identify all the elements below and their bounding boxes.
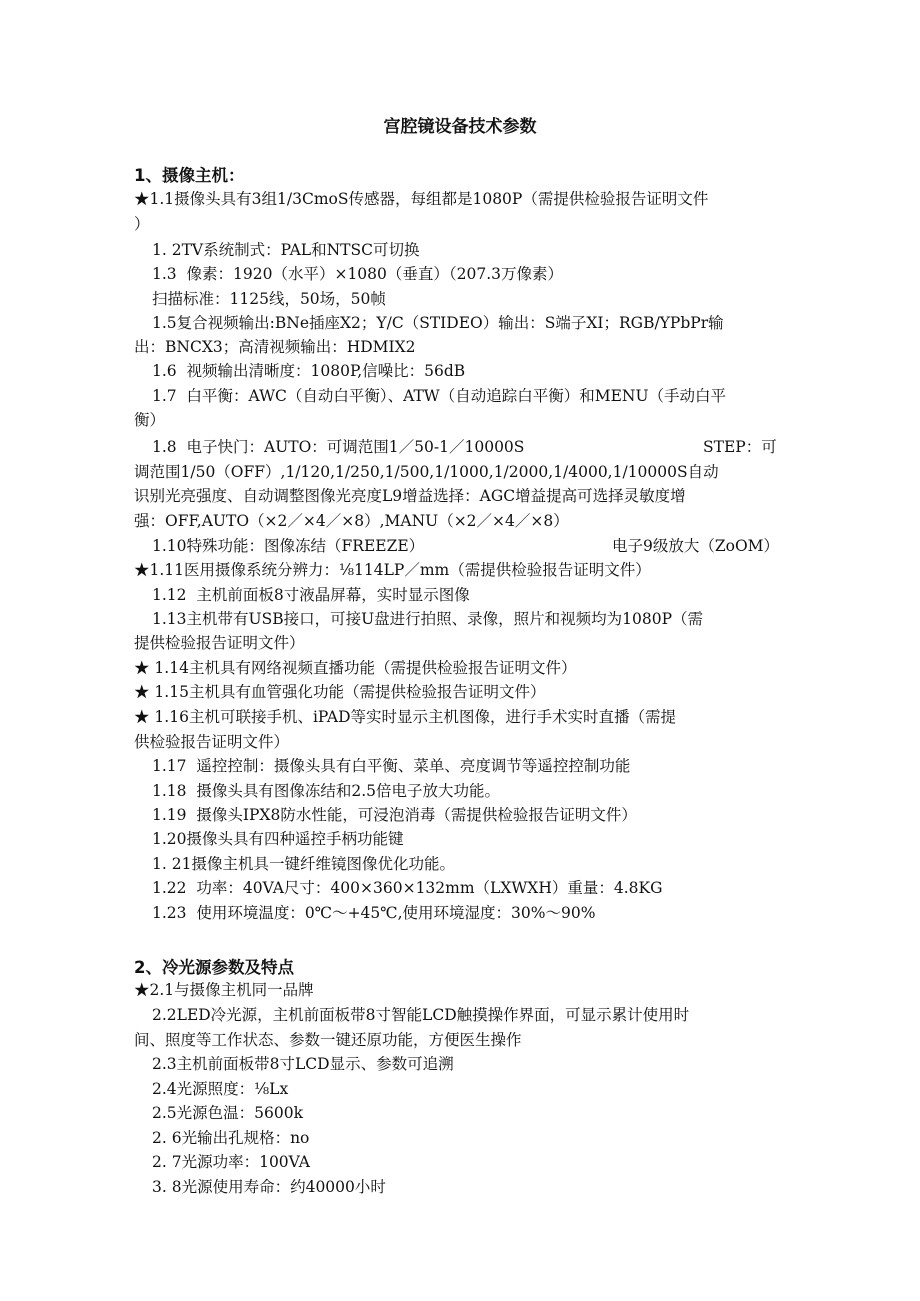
text-line: 间、照度等工作状态、参数一键还原功能，方便医生操作 — [134, 1031, 522, 1049]
text-line: 1.3 像素：1920（水平）×1080（垂直）（207.3万像素） — [152, 265, 564, 283]
text-line: 2.5光源色温：5600k — [152, 1104, 303, 1122]
text-line: 1.13主机带有USB接口，可接U盘进行拍照、录像，照片和视频均为1080P（需 — [152, 610, 704, 628]
text-line: 2.2LED冷光源，主机前面板带8寸智能LCD触摸操作界面，可显示累计使用时 — [152, 1006, 690, 1024]
text-line: ） — [134, 215, 150, 233]
text-line: 1.23 使用环境温度：0℃～+45℃,使用环境湿度：30%～90% — [152, 904, 596, 922]
text-line: 1.22 功率：40VA尺寸：400×360×132mm（LXWXH）重量：4.8KG — [152, 879, 663, 897]
text-line: 3. 8光源使用寿命：约40000小时 — [152, 1178, 386, 1196]
text-line: 2.4光源照度：⅛Lx — [152, 1080, 289, 1098]
text-line: ★2.1与摄像主机同一品牌 — [134, 981, 314, 999]
text-line: 1.17 遥控控制：摄像头具有白平衡、菜单、亮度调节等遥控控制功能 — [152, 757, 631, 775]
text-line: ★ 1.15主机具有血管强化功能（需提供检验报告证明文件） — [134, 683, 546, 701]
text-line: STEP：可 — [703, 438, 777, 456]
text-line: 电子9级放大（ZoOM） — [612, 537, 780, 555]
text-line: 1.12 主机前面板8寸液晶屏幕，实时显示图像 — [152, 586, 470, 604]
text-line: 供检验报告证明文件） — [134, 733, 290, 751]
text-line: 1.8 电子快门：AUTO：可调范围1／50-1／10000S — [152, 438, 525, 456]
section-heading-2: 2、冷光源参数及特点 — [134, 958, 294, 977]
text-line: 扫描标准：1125线，50场，50帧 — [152, 290, 386, 308]
text-line: 2.3主机前面板带8寸LCD显示、参数可追溯 — [152, 1055, 454, 1073]
text-line: 2. 6光输出孔规格：no — [152, 1129, 310, 1147]
text-line: 1. 21摄像主机具一键纤维镜图像优化功能。 — [152, 855, 455, 873]
text-line: ★ 1.16主机可联接手机、iPAD等实时显示主机图像，进行手术实时直播（需提 — [134, 708, 677, 726]
text-line: ★1.11医用摄像系统分辨力：⅛114LP／mm（需提供检验报告证明文件） — [134, 561, 651, 579]
text-line: 1.5复合视频输出:BNe插座X2；Y/C（STIDEO）输出：S端子XI；RGB/YPbPr输 — [152, 314, 724, 332]
text-line: 衡） — [134, 411, 166, 429]
text-line: 1.19 摄像头IPX8防水性能，可浸泡消毒（需提供检验报告证明文件） — [152, 806, 637, 824]
text-line: ★ 1.14主机具有网络视频直播功能（需提供检验报告证明文件） — [134, 659, 577, 677]
text-line: 强：OFF,AUTO（×2／×4／×8）,MANU（×2／×4／×8） — [134, 512, 569, 530]
text-line: 1.6 视频输出清晰度：1080P,信噪比：56dB — [152, 362, 466, 380]
text-line: 1. 2TV系统制式：PAL和NTSC可切换 — [152, 241, 420, 259]
text-line: 提供检验报告证明文件） — [134, 634, 305, 652]
text-line: 1.7 白平衡：AWC（自动白平衡）、ATW（自动追踪白平衡）和MENU（手动白平 — [152, 387, 727, 405]
text-line: 1.18 摄像头具有图像冻结和2.5倍电子放大功能。 — [152, 782, 501, 800]
section-heading-1: 1、摄像主机： — [134, 166, 245, 185]
text-line: 出：BNCX3；高清视频输出：HDMIX2 — [134, 338, 416, 356]
document-title: 宫腔镜设备技术参数 — [383, 117, 537, 137]
text-line: 调范围1/50（OFF）,1/120,1/250,1/500,1/1000,1/2000,1/4000,1/10000S自动 — [134, 463, 719, 481]
text-line: 识别光亮强度、自动调整图像光亮度L9增益选择：AGC增益提高可选择灵敏度增 — [134, 487, 686, 505]
text-line: 1.20摄像头具有四种遥控手柄功能键 — [152, 830, 404, 848]
text-line: 2. 7光源功率：100VA — [152, 1153, 310, 1171]
text-line: 1.10特殊功能：图像冻结（FREEZE） — [152, 537, 425, 555]
text-line: ★1.1摄像头具有3组1/3CmoS传感器，每组都是1080P（需提供检验报告证明文件 — [134, 190, 709, 208]
